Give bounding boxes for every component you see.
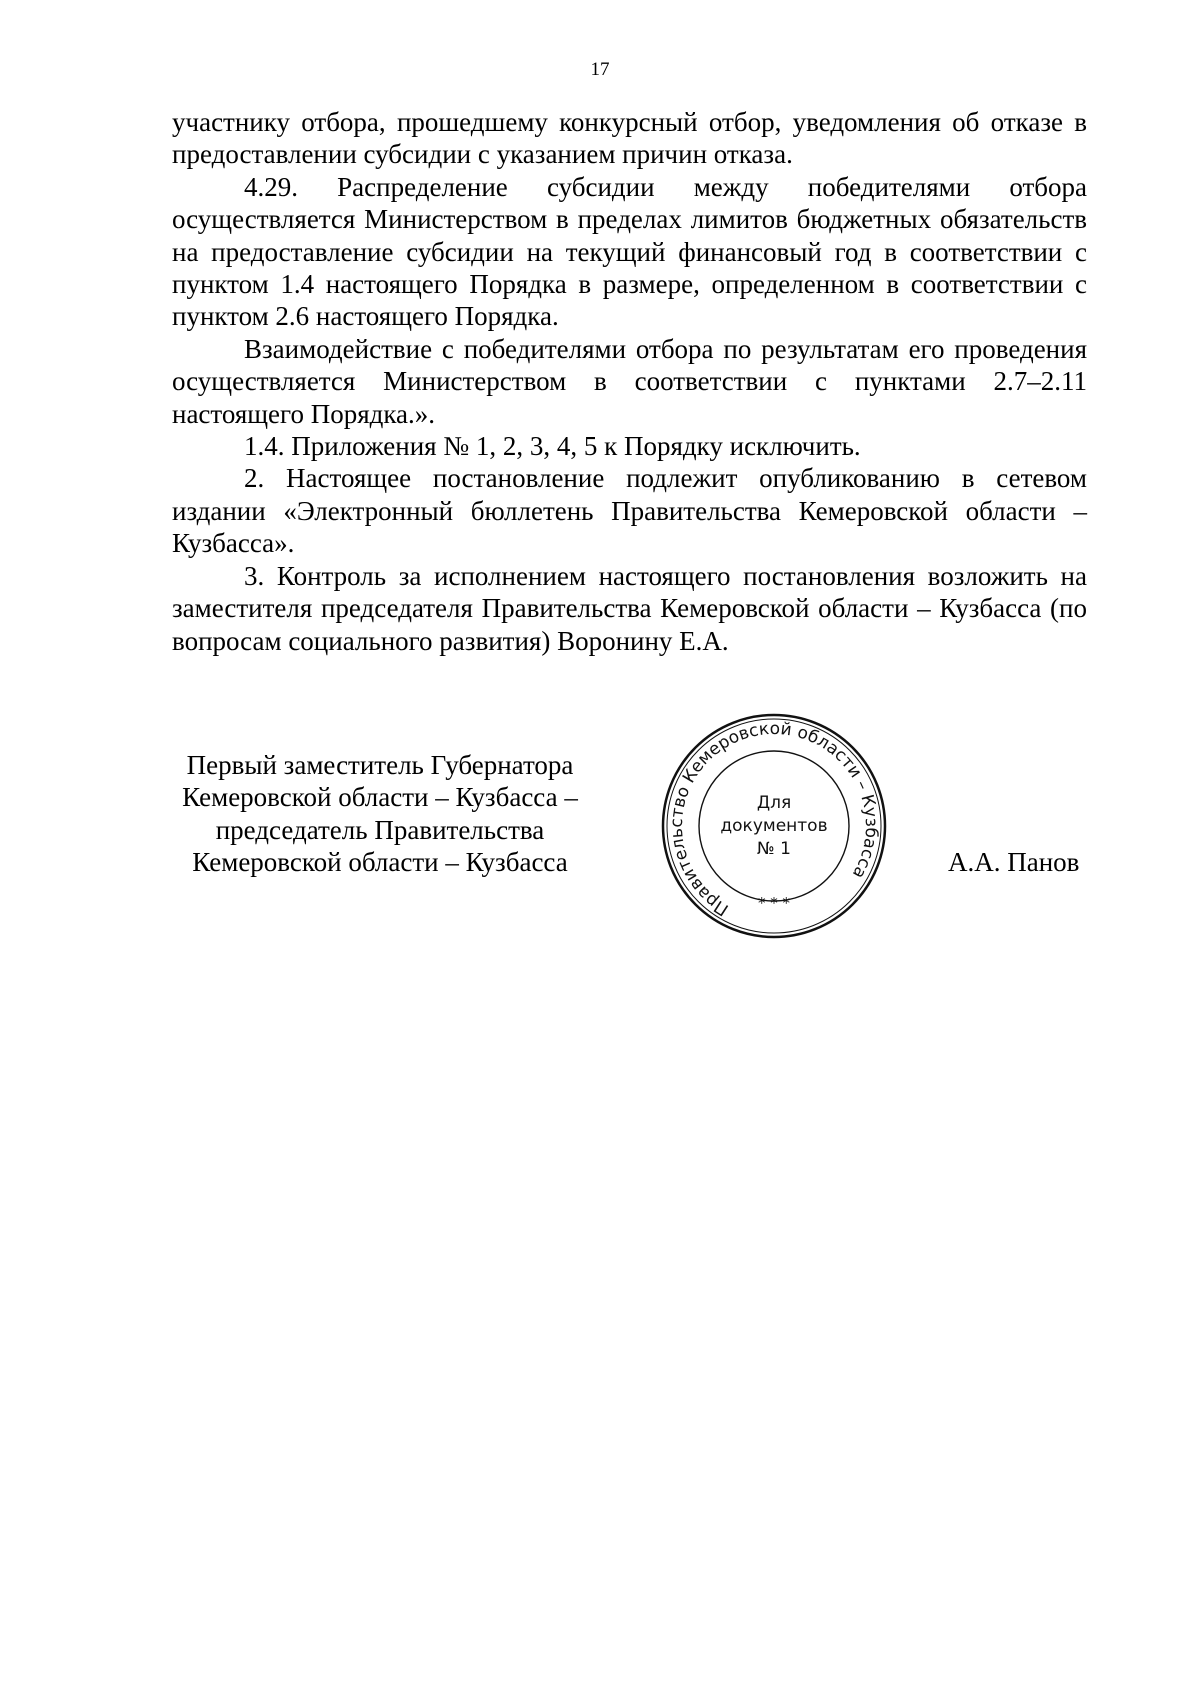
seal-center-line: Для <box>756 793 792 813</box>
seal-ring-text: Правительство Кемеровской области – Кузбасса <box>666 718 882 920</box>
paragraph-3-control: 3. Контроль за исполнением настоящего постановления возложить на заместителя председателя Правительства Кемеровской области – Кузбасса (по вопросам социального развития) Воронину Е.А. <box>172 560 1087 656</box>
seal-stars: * * * <box>757 894 791 912</box>
signer-name: А.А. Панов <box>948 847 1080 877</box>
seal-center-line: № 1 <box>757 839 791 859</box>
signatory-title <box>160 749 600 879</box>
paragraph-4-29: 4.29. Распределение субсидии между победителями отбора осуществляется Министерством в пределах лимитов бюджетных обязательств на предоставление субсидии на текущий финансовый год в соответствии с пунктом 1.4 настоящего Порядка в размере, определенном в соответствии с пунктом 2.6 настоящего Порядка. <box>172 171 1087 332</box>
document-body <box>172 106 1087 657</box>
seal-center-line: документов <box>720 816 828 836</box>
paragraph-2-publication: 2. Настоящее постановление подлежит опубликованию в сетевом издании «Электронный бюллетень Правительства Кемеровской области – Кузбасса». <box>172 463 1087 559</box>
signatory-title-line: Первый заместитель Губернатора <box>186 750 574 780</box>
signatory-title-line: председатель Правительства <box>215 814 545 845</box>
official-seal-stamp <box>660 712 888 940</box>
paragraph-interaction: Взаимодействие с победителями отбора по результатам его проведения осуществляется Министерством в соответствии с пунктами 2.7–2.11 настоящего Порядка.». <box>172 333 1087 429</box>
page-number: 17 <box>590 59 610 80</box>
paragraph-1-4: 1.4. Приложения № 1, 2, 3, 4, 5 к Порядку исключить. <box>244 431 861 462</box>
paragraph-continuation: участнику отбора, прошедшему конкурсный отбор, уведомления об отказе в предоставлении субсидии с указанием причин отказа. <box>172 107 1087 170</box>
signatory-title-line: Кемеровской области – Кузбасса <box>192 847 568 878</box>
signatory-title-line: Кемеровской области – Кузбасса – <box>182 782 578 813</box>
